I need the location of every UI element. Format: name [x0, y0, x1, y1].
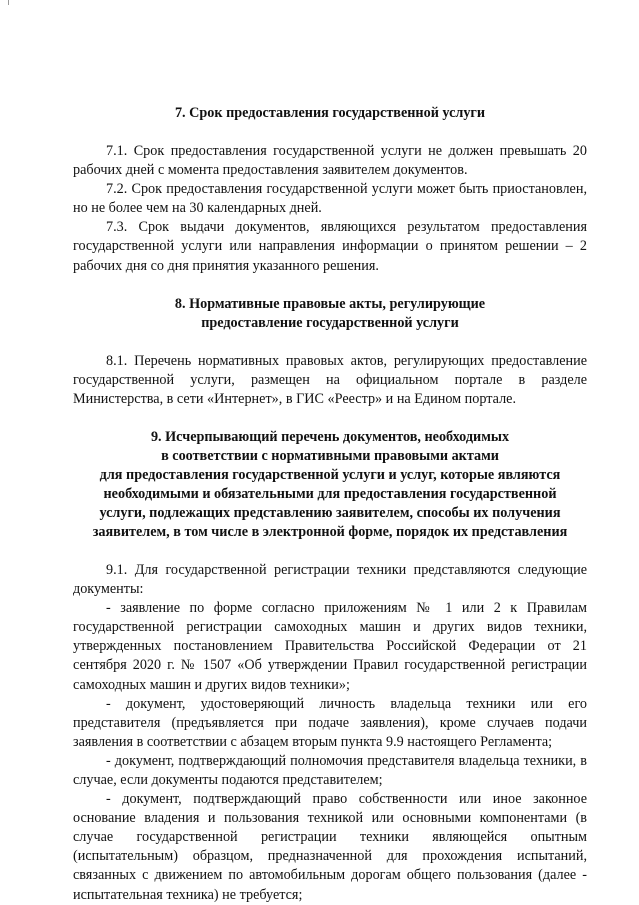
section-7-heading [73, 104, 587, 123]
heading-line: для предоставления государственной услуги и услуг, которые являются [99, 466, 561, 483]
paragraph-9-1: 9.1. Для государственной регистрации техники представляются следующие документы: [73, 561, 587, 598]
paragraph-7-1: 7.1. Срок предоставления государственной услуги не должен превышать 20 рабочих дней с момента предоставления заявителем документов. [73, 143, 587, 179]
list-item-identity-document: - документ, удостоверяющий личность владельца техники или его представителя (предъявляется при подаче заявления), кроме случаев подачи заявления в соответствии с абзацем вторым пункта 9.9 настоящего Регламента; [73, 695, 587, 750]
heading-line: услуги, подлежащих представлению заявителем, способы их получения [99, 504, 561, 521]
heading-line: предоставление государственной услуги [201, 314, 459, 331]
paragraph-7-2: 7.2. Срок предоставления государственной услуги может быть приостановлен, но не более чем на 30 календарных дней. [73, 181, 587, 217]
heading-line: заявителем, в том числе в электронной форме, порядок их представления [92, 523, 568, 540]
list-item-authority-document: - документ, подтверждающий полномочия представителя владельца техники, в случае, если документы подаются представителем; [73, 752, 587, 788]
heading-line: 7. Срок предоставления государственной услуги [174, 105, 486, 121]
heading-line: 9. Исчерпывающий перечень документов, необходимых [150, 428, 510, 445]
paragraph-8-1: 8.1. Перечень нормативных правовых актов, регулирующих предоставление государственной услуги, размещен на официальном портале в разделе Министерства, в сети «Интернет», в ГИС «Реестр» и на Едином портале. [73, 352, 587, 407]
document-page [73, 104, 587, 905]
heading-line: в соответствии с нормативными правовыми актами [161, 447, 499, 464]
section-8-heading [73, 295, 587, 333]
paragraph-7-3: 7.3. Срок выдачи документов, являющихся результатом предоставления государственной услуги или направления информации о принятом решении – 2 рабочих дня со дня принятия указанного решения. [73, 219, 587, 274]
list-item-ownership-document: - документ, подтверждающий право собственности или иное законное основание владения и пользования техникой или основными компонентами (в случае государственной регистрации техники являющейся опытным (испытательным) образцом, предназначенной для прохождения испытаний, связанных с движением по автомобильным дорогам общего пользования (далее - испытательная техника) не требуется; [73, 791, 587, 903]
section-9-heading [73, 428, 587, 542]
heading-line: 8. Нормативные правовые акты, регулирующие [174, 295, 486, 312]
scan-mark [8, 0, 9, 5]
list-item-application: - заявление по форме согласно приложениям № 1 или 2 к Правилам государственной регистрации самоходных машин и других видов техники, утвержденных постановлением Правительства Российской Федерации от 21 сентября 2020 г. № 1507 «Об утверждении Правил государственной регистрации самоходных машин и других видов техники»; [73, 600, 587, 693]
heading-line: необходимыми и обязательными для предоставления государственной [103, 485, 557, 502]
